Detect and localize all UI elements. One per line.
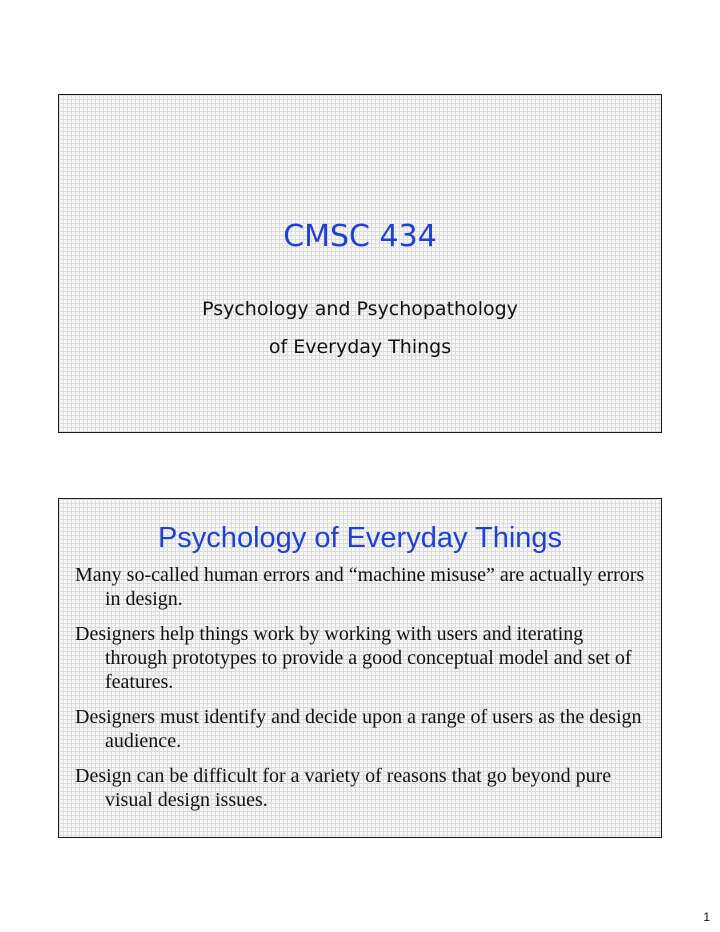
bullet-item: Designers must identify and decide upon a range of users as the design audience. xyxy=(75,706,642,752)
slide-2-title: Psychology of Everyday Things xyxy=(157,522,563,554)
slide-2-bullet-list xyxy=(75,563,647,823)
slide-1-subtitle-line-2: of Everyday Things xyxy=(268,336,452,358)
slide-1-title: CMSC 434 xyxy=(283,219,437,254)
bullet-item: Many so-called human errors and “machine misuse” are actually errors in design. xyxy=(75,564,645,610)
slide-2 xyxy=(58,498,662,838)
slide-1 xyxy=(58,94,662,433)
slide-1-subtitle-line-1: Psychology and Psychopathology xyxy=(202,298,518,320)
bullet-item: Design can be difficult for a variety of reasons that go beyond pure visual design issues. xyxy=(75,765,612,811)
bullet-item: Designers help things work by working with users and iterating through prototypes to provide a good conceptual model and set of features. xyxy=(75,623,632,693)
page-number: 1 xyxy=(703,910,710,924)
